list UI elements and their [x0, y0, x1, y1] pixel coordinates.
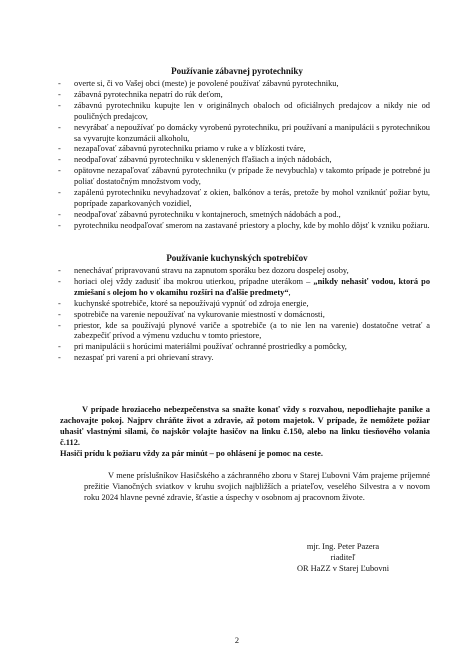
list-item: - nezaspať pri varení a pri ohrievaní stravy.: [58, 353, 430, 364]
list-item: - nenechávať pripravovanú stravu na zapnutom sporáku bez dozoru dospelej osoby,: [58, 266, 430, 277]
list-item: - kuchynské spotrebiče, ktoré sa nepoužívajú vypnúť od zdroja energie,: [58, 299, 430, 310]
list-item-text-end: ,: [288, 287, 291, 297]
list-item: [58, 277, 430, 299]
list-item: - pyrotechniku neodpaľovať smerom na zastavané priestory a plochy, kde by mohlo dôjsť k vzniku požiaru.: [58, 221, 430, 232]
list-item: - zábavná pyrotechnika nepatrí do rúk deťom,: [58, 90, 430, 101]
list-item: - overte si, či vo Vašej obci (meste) je povolené používať zábavnú pyrotechniku,: [58, 79, 430, 90]
section-title-kitchen: Používanie kuchynských spotrebičov: [166, 253, 308, 263]
section-title-pyrotechnics: Používanie zábavnej pyrotechniky: [171, 66, 303, 76]
list-item: - pri manipulácii s horúcimi materiálmi používať ochranné prostriedky a pomôcky,: [58, 342, 430, 353]
list-item: - spotrebiče na varenie nepoužívať na vykurovanie miestností v domácnosti,: [58, 310, 430, 321]
list-item: - nevyrábať a nepoužívať po domácky vyrobenú pyrotechniku, pri používaní a manipulácii s pyrotechnikou sa vyvarujte konzumácii alkoholu,: [58, 123, 430, 145]
pyrotechnics-list: [58, 79, 430, 232]
warning-paragraph: [60, 405, 430, 460]
page-number: 2: [234, 636, 240, 645]
list-item: - zábavnú pyrotechniku kupujte len v originálnych obaloch od oficiálnych predajcov a nikdy nie od pouličných predajcov,: [58, 101, 430, 123]
signature-name: mjr. Ing. Peter Pazera: [306, 542, 380, 551]
list-item: - opätovne nezapaľovať zábavnú pyrotechniku (v prípade že nevybuchla) v takomto prípade je potrebné ju poliať dostatočným množstvom vody,: [58, 166, 430, 188]
list-item-emphasis: „nikdy nehasiť vodou, ktorá po zmiešaní s olejom ho v okamihu rozšíri na ďalšie predmety“: [74, 276, 431, 297]
kitchen-list: [58, 266, 430, 364]
list-item: - zapálenú pyrotechniku nevyhadzovať z okien, balkónov a terás, pretože by mohol vzniknúť požiar bytu, poprípade zaparkovaných vozidiel,: [58, 188, 430, 210]
greeting-paragraph: [84, 471, 430, 504]
greeting-text: V mene príslušníkov Hasičského a záchranného zboru v Starej Ľubovni Vám prajeme príjemné prežitie Vianočných sviatkov v kruhu svojich najbližších a priateľov, veselého Silvestra a v novom roku 2024 hlavne pevné zdravie, šťastie a úspechy v osobnom aj pracovnom živote.: [84, 471, 430, 502]
list-item: - neodpaľovať zábavnú pyrotechniku v kontajneroch, smetných nádobách a pod.,: [58, 210, 430, 221]
list-item: - neodpaľovať zábavnú pyrotechniku v sklenených fľašiach a iných nádobách,: [58, 155, 430, 166]
warning-text-last: Hasiči prídu k požiaru vždy za pár minút – po ohlásení je pomoc na ceste.: [60, 448, 323, 458]
list-item: - priestor, kde sa používajú plynové variče a spotrebiče (a to nie len na varenie) dostatočne vetrať a zabezpečiť prívod a výmenu vzduchu v tomto priestore,: [58, 321, 430, 343]
list-item: - nezapaľovať zábavnú pyrotechniku priamo v ruke a v blízkosti tváre,: [58, 144, 430, 155]
signature-block: [268, 541, 418, 574]
list-item-text: horiaci olej vždy zadusiť iba mokrou utierkou, prípadne uterákom –: [74, 276, 314, 286]
signature-role: riaditeľ: [330, 553, 356, 562]
warning-text: V prípade hroziaceho nebezpečenstva sa snažte konať vždy s rozvahou, nepodliehajte panike a zachovajte pokoj. Najprv chráňte život a zdravie, až potom majetok. V prípade, že nemôžete požiar uhasiť vlastnými silami, čo najskôr volajte hasičov na linku č.150, alebo na linku tiesňového volania č.112.: [60, 405, 430, 447]
signature-org: OR HaZZ v Starej Ľubovni: [296, 564, 390, 573]
